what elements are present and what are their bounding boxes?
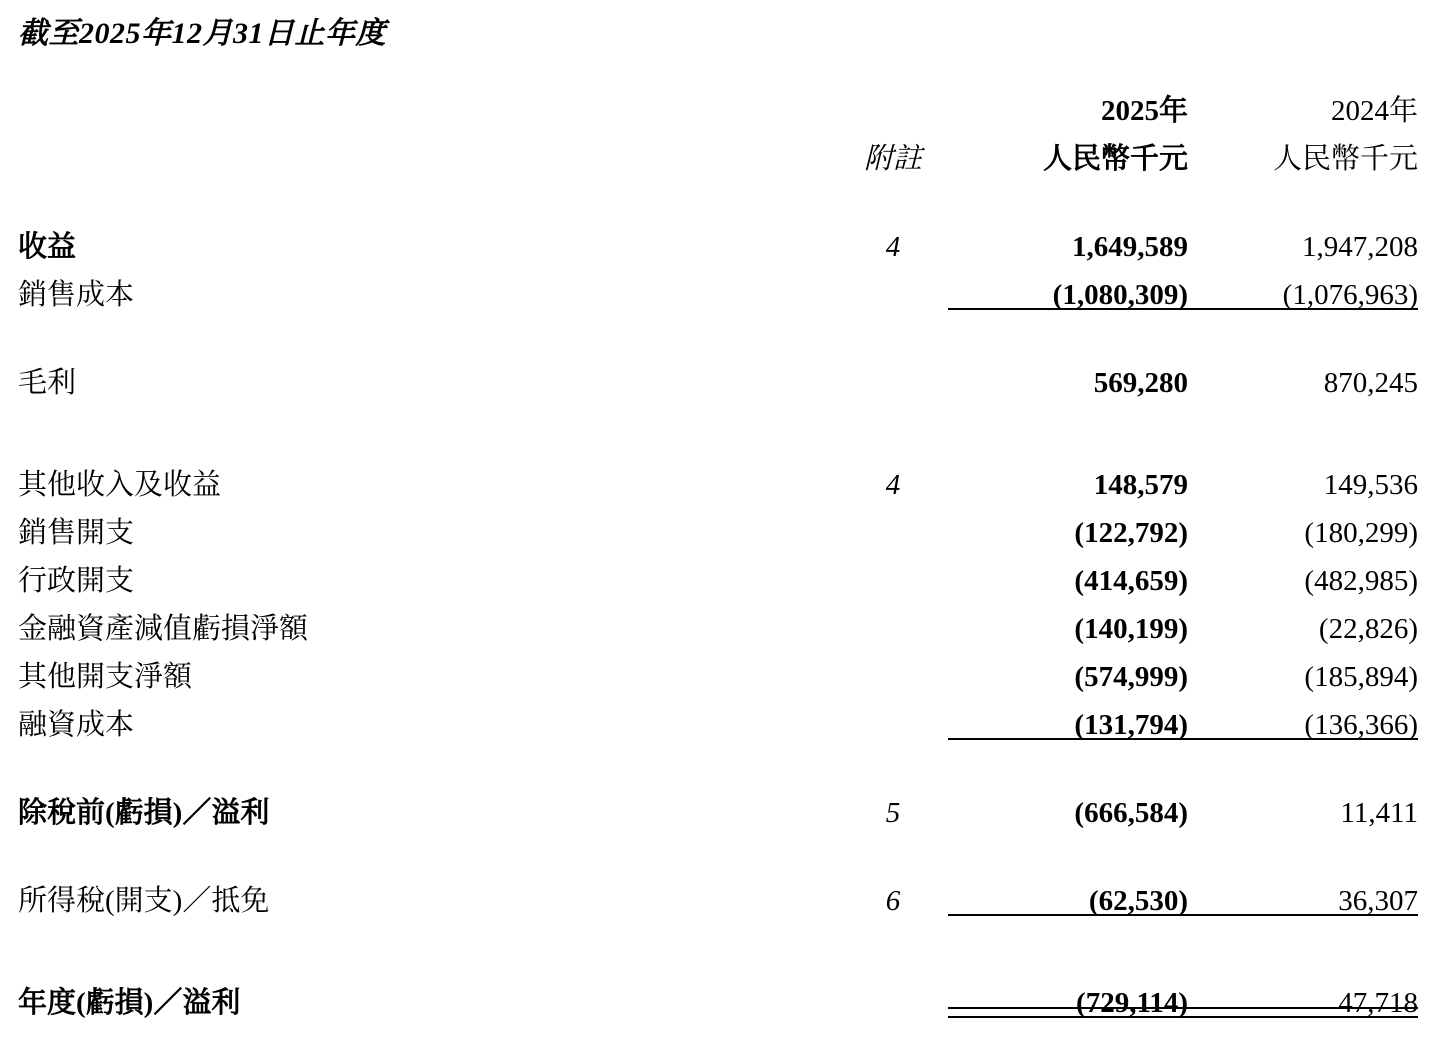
row-current-admin-expenses: (414,659) <box>1074 565 1188 597</box>
row-current-revenue: 1,649,589 <box>1072 231 1188 263</box>
table-header-unit-row <box>18 126 1418 174</box>
row-previous-income-tax: 36,307 <box>1188 868 1418 916</box>
header-previous-year: 2024年 <box>1330 95 1418 127</box>
row-current-other-expenses: (574,999) <box>1074 661 1188 693</box>
table-header-year-row <box>18 78 1418 126</box>
row-previous-revenue: 1,947,208 <box>1302 231 1418 263</box>
table-row <box>18 780 1418 828</box>
row-note-revenue: 4 <box>885 231 901 263</box>
row-label-revenue: 收益 <box>18 231 77 263</box>
row-label-impairment-loss: 金融資產減值虧損淨額 <box>18 613 309 645</box>
table-row <box>18 596 1418 644</box>
row-current-selling-expenses: (122,792) <box>1074 517 1188 549</box>
row-previous-selling-expenses: (180,299) <box>1304 517 1418 549</box>
row-current-profit-before-tax: (666,584) <box>1074 797 1188 829</box>
spacer <box>18 916 1418 956</box>
income-statement-table <box>18 78 1418 1018</box>
row-current-cost-of-sales: (1,080,309) <box>948 262 1188 310</box>
table-row <box>18 262 1418 310</box>
table-row <box>18 956 1418 1018</box>
row-label-other-income: 其他收入及收益 <box>18 469 222 501</box>
row-previous-profit-for-year: 47,718 <box>1188 956 1418 1018</box>
row-current-impairment-loss: (140,199) <box>1074 613 1188 645</box>
table-row <box>18 644 1418 692</box>
row-note-profit-for-year <box>838 956 948 1018</box>
header-current-year: 2025年 <box>1100 95 1188 127</box>
row-label-gross-profit: 毛利 <box>18 367 77 399</box>
table-row <box>18 452 1418 500</box>
row-label-other-expenses: 其他開支淨額 <box>18 661 193 693</box>
spacer <box>18 828 1418 868</box>
row-note-other-income: 4 <box>885 469 901 501</box>
row-note-finance-costs <box>838 692 948 740</box>
table-row <box>18 868 1418 916</box>
spacer <box>18 310 1418 350</box>
table-row <box>18 214 1418 262</box>
row-current-income-tax: (62,530) <box>948 868 1188 916</box>
row-current-finance-costs: (131,794) <box>948 692 1188 740</box>
row-previous-gross-profit: 870,245 <box>1323 367 1418 399</box>
row-current-profit-for-year: (729,114) <box>948 956 1188 1018</box>
row-previous-cost-of-sales: (1,076,963) <box>1188 262 1418 310</box>
row-note-admin-expenses <box>838 548 948 596</box>
header-spacer <box>18 78 838 126</box>
row-previous-admin-expenses: (482,985) <box>1304 565 1418 597</box>
spacer <box>18 398 1418 452</box>
row-note-other-expenses <box>838 644 948 692</box>
spacer <box>18 174 1418 214</box>
header-note-label: 附註 <box>863 143 922 175</box>
row-previous-finance-costs: (136,366) <box>1188 692 1418 740</box>
row-label-finance-costs: 融資成本 <box>18 709 135 741</box>
row-label-cost-of-sales: 銷售成本 <box>18 279 135 311</box>
row-label-selling-expenses: 銷售開支 <box>18 517 135 549</box>
row-note-impairment-loss <box>838 596 948 644</box>
row-previous-other-expenses: (185,894) <box>1304 661 1418 693</box>
row-note-cost-of-sales <box>838 262 948 310</box>
row-current-gross-profit: 569,280 <box>1093 367 1188 399</box>
row-previous-profit-before-tax: 11,411 <box>1340 797 1418 829</box>
header-spacer-2 <box>18 126 838 174</box>
table-row <box>18 350 1418 398</box>
row-label-income-tax: 所得稅(開支)／抵免 <box>18 885 270 917</box>
period-heading: 截至2025年12月31日止年度 <box>18 17 386 50</box>
row-label-profit-before-tax: 除稅前(虧損)／溢利 <box>18 797 270 829</box>
row-note-gross-profit <box>838 350 948 398</box>
row-note-income-tax: 6 <box>885 885 901 917</box>
row-note-profit-before-tax: 5 <box>885 797 901 829</box>
spacer <box>18 740 1418 780</box>
row-label-admin-expenses: 行政開支 <box>18 565 135 597</box>
header-note-spacer <box>838 78 948 126</box>
header-previous-unit: 人民幣千元 <box>1272 143 1418 175</box>
row-current-other-income: 148,579 <box>1093 469 1188 501</box>
row-previous-other-income: 149,536 <box>1323 469 1418 501</box>
table-row <box>18 548 1418 596</box>
header-current-unit: 人民幣千元 <box>1042 143 1188 175</box>
row-previous-impairment-loss: (22,826) <box>1318 613 1418 645</box>
row-label-profit-for-year: 年度(虧損)／溢利 <box>18 987 241 1019</box>
row-note-selling-expenses <box>838 500 948 548</box>
table-row <box>18 500 1418 548</box>
table-row <box>18 692 1418 740</box>
